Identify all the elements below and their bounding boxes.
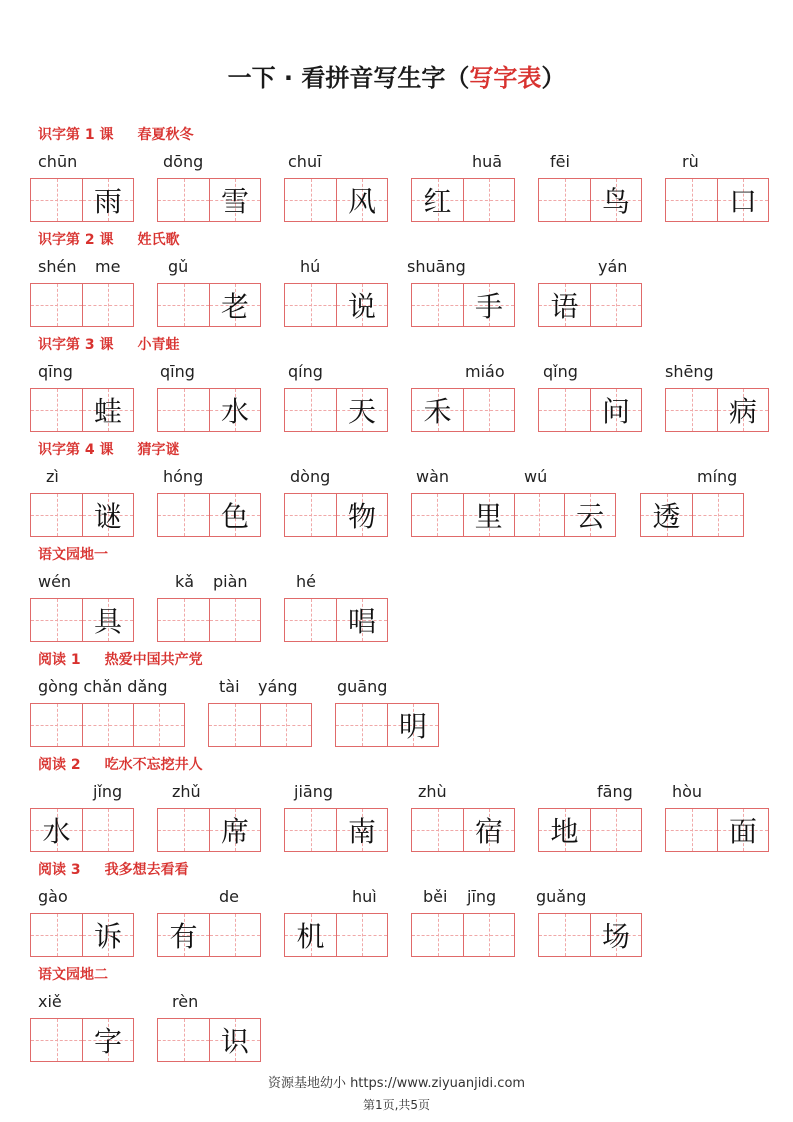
grid-cell xyxy=(717,809,768,851)
hanzi: 老 xyxy=(220,290,249,323)
hanzi: 具 xyxy=(93,605,122,638)
pinyin: wén xyxy=(38,572,72,591)
grid-cell xyxy=(82,599,133,641)
hanzi: 红 xyxy=(423,185,452,218)
writing-grid xyxy=(30,598,134,642)
grid-cell[interactable] xyxy=(539,179,590,221)
hanzi: 蛙 xyxy=(93,395,122,428)
grid-cell xyxy=(412,389,463,431)
writing-grid xyxy=(411,178,515,222)
lesson-name: 识字第 1 课 xyxy=(38,127,114,143)
pinyin: guǎng xyxy=(536,887,587,906)
pinyin: wàn xyxy=(416,467,450,486)
hanzi: 雨 xyxy=(93,185,122,218)
writing-grid xyxy=(157,808,261,852)
grid-cell[interactable] xyxy=(412,914,463,956)
writing-grid xyxy=(665,388,769,432)
lesson-name: 识字第 2 课 xyxy=(38,232,114,248)
grid-cell xyxy=(463,284,514,326)
grid-cell[interactable] xyxy=(31,284,82,326)
pinyin: dòng xyxy=(290,467,331,486)
grid-cell[interactable] xyxy=(463,389,514,431)
pinyin: míng xyxy=(697,467,738,486)
writing-grid xyxy=(284,808,388,852)
pinyin: piàn xyxy=(213,572,248,591)
lesson-name: 识字第 4 课 xyxy=(38,442,114,458)
grid-cell[interactable] xyxy=(158,599,209,641)
pinyin: yáng xyxy=(258,677,298,696)
pinyin: shén xyxy=(38,257,77,276)
writing-grid xyxy=(157,493,261,537)
hanzi: 场 xyxy=(601,920,630,953)
grid-cell xyxy=(285,914,336,956)
writing-grid xyxy=(157,1018,261,1062)
lesson-header xyxy=(38,334,180,354)
writing-grid xyxy=(411,808,515,852)
grid-cell[interactable] xyxy=(539,389,590,431)
pinyin: gào xyxy=(38,887,68,906)
writing-grid xyxy=(30,808,134,852)
hanzi: 南 xyxy=(347,815,376,848)
grid-cell[interactable] xyxy=(31,494,82,536)
writing-grid xyxy=(30,493,134,537)
grid-cell xyxy=(336,494,387,536)
writing-grid xyxy=(157,913,261,957)
grid-cell xyxy=(209,389,260,431)
grid-cell xyxy=(564,494,615,536)
lesson-title: 小青蛙 xyxy=(137,337,180,353)
grid-cell xyxy=(717,389,768,431)
pinyin: gǔ xyxy=(168,257,189,276)
grid-cell[interactable] xyxy=(209,914,260,956)
grid-cell[interactable] xyxy=(412,494,463,536)
pinyin: hé xyxy=(296,572,316,591)
grid-cell[interactable] xyxy=(412,809,463,851)
title-main: 一下 · 看拼音写生字（ xyxy=(227,64,470,92)
hanzi: 机 xyxy=(296,920,325,953)
writing-grid xyxy=(30,388,134,432)
lesson-title: 姓氏歌 xyxy=(137,232,180,248)
grid-cell[interactable] xyxy=(31,599,82,641)
grid-cell xyxy=(590,389,641,431)
pinyin: yán xyxy=(598,257,628,276)
hanzi: 水 xyxy=(220,395,249,428)
hanzi: 病 xyxy=(728,395,757,428)
writing-grid xyxy=(284,913,388,957)
grid-cell[interactable] xyxy=(158,494,209,536)
grid-cell[interactable] xyxy=(666,809,717,851)
grid-cell[interactable] xyxy=(285,179,336,221)
writing-grid xyxy=(157,283,261,327)
grid-cell[interactable] xyxy=(209,599,260,641)
lesson-name: 阅读 1 xyxy=(38,652,81,668)
pinyin: jiāng xyxy=(294,782,333,801)
pinyin: zhǔ xyxy=(172,782,201,801)
grid-cell xyxy=(209,494,260,536)
hanzi: 宿 xyxy=(474,815,503,848)
grid-cell[interactable] xyxy=(158,179,209,221)
grid-cell[interactable] xyxy=(133,704,184,746)
grid-cell[interactable] xyxy=(692,494,743,536)
pinyin: zhù xyxy=(418,782,447,801)
grid-cell[interactable] xyxy=(336,704,387,746)
grid-cell xyxy=(209,809,260,851)
grid-cell[interactable] xyxy=(285,494,336,536)
grid-cell[interactable] xyxy=(514,494,565,536)
grid-cell[interactable] xyxy=(666,389,717,431)
pinyin: běi xyxy=(423,887,448,906)
hanzi: 明 xyxy=(398,710,427,743)
lesson-header xyxy=(38,649,203,669)
lesson-title: 春夏秋冬 xyxy=(137,127,194,143)
pinyin: wú xyxy=(524,467,548,486)
grid-cell xyxy=(209,1019,260,1061)
grid-cell xyxy=(158,914,209,956)
grid-cell[interactable] xyxy=(463,914,514,956)
grid-cell[interactable] xyxy=(666,179,717,221)
lesson-name: 阅读 3 xyxy=(38,862,81,878)
writing-grid xyxy=(411,493,616,537)
grid-cell xyxy=(336,179,387,221)
hanzi: 色 xyxy=(220,500,249,533)
writing-grid xyxy=(411,913,515,957)
writing-grid xyxy=(538,178,642,222)
title-end: ） xyxy=(541,64,566,92)
grid-cell xyxy=(336,809,387,851)
grid-cell xyxy=(82,179,133,221)
pinyin: huì xyxy=(352,887,377,906)
writing-grid xyxy=(538,808,642,852)
grid-cell[interactable] xyxy=(285,284,336,326)
grid-cell[interactable] xyxy=(82,809,133,851)
lesson-name: 语文园地一 xyxy=(38,547,108,563)
writing-grid xyxy=(411,388,515,432)
pinyin: huā xyxy=(472,152,503,171)
pinyin: shēng xyxy=(665,362,714,381)
lesson-name: 语文园地二 xyxy=(38,967,108,983)
writing-grid xyxy=(284,283,388,327)
pinyin: jǐng xyxy=(93,782,123,801)
pinyin: qíng xyxy=(288,362,323,381)
grid-cell[interactable] xyxy=(285,599,336,641)
writing-grid xyxy=(411,283,515,327)
grid-cell[interactable] xyxy=(463,179,514,221)
grid-cell xyxy=(336,389,387,431)
lesson-header xyxy=(38,964,108,984)
pinyin: me xyxy=(95,257,121,276)
hanzi: 禾 xyxy=(423,395,452,428)
writing-grid xyxy=(284,178,388,222)
grid-cell xyxy=(209,179,260,221)
hanzi: 手 xyxy=(474,290,503,323)
hanzi: 里 xyxy=(474,500,503,533)
grid-cell xyxy=(336,599,387,641)
lesson-header xyxy=(38,754,203,774)
hanzi: 问 xyxy=(601,395,630,428)
grid-cell xyxy=(590,179,641,221)
grid-cell[interactable] xyxy=(158,1019,209,1061)
hanzi: 唱 xyxy=(347,605,376,638)
page-title xyxy=(0,58,793,93)
grid-cell[interactable] xyxy=(31,704,82,746)
grid-cell xyxy=(82,914,133,956)
lesson-name: 阅读 2 xyxy=(38,757,81,773)
hanzi: 地 xyxy=(550,815,579,848)
hanzi: 透 xyxy=(652,500,681,533)
writing-grid xyxy=(335,703,439,747)
grid-cell[interactable] xyxy=(539,914,590,956)
writing-grid xyxy=(157,178,261,222)
grid-cell[interactable] xyxy=(590,809,641,851)
grid-cell[interactable] xyxy=(158,389,209,431)
grid-cell[interactable] xyxy=(285,389,336,431)
pinyin: fāng xyxy=(597,782,633,801)
lesson-header xyxy=(38,544,108,564)
pinyin: xiě xyxy=(38,992,62,1011)
hanzi: 诉 xyxy=(93,920,122,953)
grid-cell[interactable] xyxy=(158,809,209,851)
hanzi: 语 xyxy=(550,290,579,323)
pinyin: gòng chǎn dǎng xyxy=(38,677,168,696)
pinyin: shuāng xyxy=(407,257,466,276)
grid-cell xyxy=(539,284,590,326)
hanzi: 谜 xyxy=(93,500,122,533)
hanzi: 有 xyxy=(169,920,198,953)
grid-cell xyxy=(82,1019,133,1061)
pinyin: miáo xyxy=(465,362,505,381)
hanzi: 识 xyxy=(220,1025,249,1058)
pinyin: kǎ xyxy=(175,572,195,591)
lesson-title: 我多想去看看 xyxy=(104,862,189,878)
hanzi: 雪 xyxy=(220,185,249,218)
writing-grid xyxy=(30,703,185,747)
writing-grid xyxy=(157,388,261,432)
grid-cell[interactable] xyxy=(260,704,311,746)
writing-grid xyxy=(538,913,642,957)
writing-grid xyxy=(30,178,134,222)
pinyin: fēi xyxy=(550,152,570,171)
grid-cell xyxy=(82,494,133,536)
grid-cell[interactable] xyxy=(209,704,260,746)
pinyin: hóng xyxy=(163,467,204,486)
grid-cell xyxy=(641,494,692,536)
grid-cell xyxy=(336,284,387,326)
grid-cell xyxy=(387,704,438,746)
writing-grid xyxy=(30,283,134,327)
grid-cell[interactable] xyxy=(31,179,82,221)
grid-cell xyxy=(82,389,133,431)
pinyin: jīng xyxy=(467,887,497,906)
writing-grid xyxy=(157,598,261,642)
pinyin: dōng xyxy=(163,152,204,171)
hanzi: 席 xyxy=(220,815,249,848)
pinyin: hú xyxy=(300,257,321,276)
hanzi: 鸟 xyxy=(601,185,630,218)
writing-grid xyxy=(640,493,744,537)
lesson-header xyxy=(38,859,189,879)
hanzi: 云 xyxy=(576,500,605,533)
grid-cell xyxy=(539,809,590,851)
grid-cell xyxy=(412,179,463,221)
pinyin: chūn xyxy=(38,152,78,171)
hanzi: 字 xyxy=(93,1025,122,1058)
lesson-header xyxy=(38,124,194,144)
grid-cell[interactable] xyxy=(158,284,209,326)
pinyin: qīng xyxy=(38,362,73,381)
grid-cell[interactable] xyxy=(31,914,82,956)
grid-cell[interactable] xyxy=(285,809,336,851)
grid-cell[interactable] xyxy=(590,284,641,326)
grid-cell xyxy=(717,179,768,221)
hanzi: 物 xyxy=(347,500,376,533)
grid-cell xyxy=(31,809,82,851)
grid-cell xyxy=(590,914,641,956)
writing-grid xyxy=(208,703,312,747)
pinyin: de xyxy=(219,887,239,906)
writing-grid xyxy=(538,283,642,327)
lesson-title: 热爱中国共产党 xyxy=(104,652,203,668)
writing-grid xyxy=(284,493,388,537)
hanzi: 风 xyxy=(347,185,376,218)
grid-cell[interactable] xyxy=(336,914,387,956)
pinyin: tài xyxy=(219,677,240,696)
grid-cell[interactable] xyxy=(82,704,133,746)
pinyin: rù xyxy=(682,152,699,171)
grid-cell xyxy=(209,284,260,326)
grid-cell[interactable] xyxy=(82,284,133,326)
page-number: 第1页,共5页 xyxy=(362,1098,431,1112)
pinyin: rèn xyxy=(172,992,199,1011)
lesson-header xyxy=(38,439,180,459)
writing-grid xyxy=(665,808,769,852)
grid-cell[interactable] xyxy=(31,1019,82,1061)
hanzi: 说 xyxy=(347,290,376,323)
hanzi: 水 xyxy=(42,815,71,848)
title-highlight: 写字表 xyxy=(469,64,542,92)
lesson-title: 吃水不忘挖井人 xyxy=(104,757,203,773)
hanzi: 口 xyxy=(728,185,757,218)
writing-grid xyxy=(284,388,388,432)
pinyin: qǐng xyxy=(543,362,578,381)
pinyin: guāng xyxy=(337,677,388,696)
writing-grid xyxy=(30,913,134,957)
hanzi: 天 xyxy=(347,395,376,428)
writing-grid xyxy=(665,178,769,222)
pinyin: chuī xyxy=(288,152,322,171)
pinyin: hòu xyxy=(672,782,703,801)
pinyin: qīng xyxy=(160,362,195,381)
hanzi: 面 xyxy=(728,815,757,848)
lesson-header xyxy=(38,229,180,249)
writing-grid xyxy=(284,598,388,642)
writing-grid xyxy=(538,388,642,432)
lesson-title: 猜字谜 xyxy=(137,442,180,458)
grid-cell xyxy=(463,494,514,536)
pinyin: zì xyxy=(46,467,59,486)
grid-cell[interactable] xyxy=(31,389,82,431)
grid-cell xyxy=(463,809,514,851)
grid-cell[interactable] xyxy=(412,284,463,326)
footer-source: 资源基地幼小 https://www.ziyuanjidi.com xyxy=(267,1076,526,1091)
writing-grid xyxy=(30,1018,134,1062)
lesson-name: 识字第 3 课 xyxy=(38,337,114,353)
